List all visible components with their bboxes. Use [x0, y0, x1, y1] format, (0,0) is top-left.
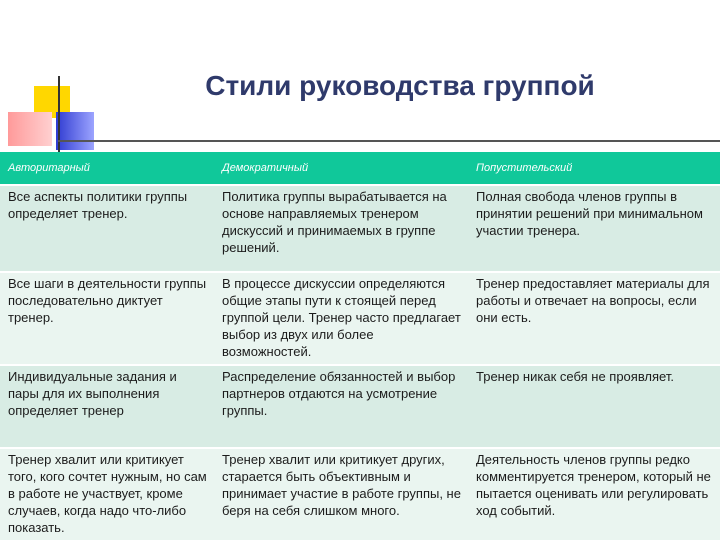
table-row	[0, 448, 720, 540]
decorative-blue-square	[56, 112, 94, 150]
decorative-horizontal-line	[58, 140, 720, 142]
table-cell: Тренер никак себя не проявляет.	[468, 365, 720, 448]
table-row	[0, 185, 720, 272]
table-cell: Тренер хвалит или критикует того, кого сочтет нужным, но сам в работе не участвует, кроме случаев, когда надо что-либо показать.	[0, 448, 214, 540]
slide-title: Стили руководства группой	[205, 70, 595, 101]
header-authoritarian: Авторитарный	[0, 152, 214, 185]
table-cell: Полная свобода членов группы в принятии решений при минимальном участии тренера.	[468, 185, 720, 272]
table-cell: Политика группы вырабатывается на основе направляемых тренером дискуссий и принимаемых в группе решений.	[214, 185, 468, 272]
table-cell: Тренер предоставляет материалы для работы и отвечает на вопросы, если они есть.	[468, 272, 720, 365]
header-democratic: Демократичный	[214, 152, 468, 185]
table-cell: Индивидуальные задания и пары для их выполнения определяет тренер	[0, 365, 214, 448]
table-row	[0, 272, 720, 365]
leadership-styles-table	[0, 152, 720, 540]
table-cell: В процессе дискуссии определяются общие этапы пути к стоящей перед группой цели. Тренер часто предлагает выбор из двух или более возможностей.	[214, 272, 468, 365]
table-cell: Все шаги в деятельности группы последовательно диктует тренер.	[0, 272, 214, 365]
table-cell: Все аспекты политики группы определяет тренер.	[0, 185, 214, 272]
decorative-pink-square	[8, 112, 52, 146]
table-cell: Деятельность членов группы редко комментируется тренером, который не пытается оценивать или регулировать ход событий.	[468, 448, 720, 540]
decorative-vertical-line	[58, 76, 60, 156]
header-permissive: Попустительский	[468, 152, 720, 185]
table-header-row	[0, 152, 720, 185]
table-cell: Распределение обязанностей и выбор партнеров отдаются на усмотрение группы.	[214, 365, 468, 448]
table-row	[0, 365, 720, 448]
table-cell: Тренер хвалит или критикует других, старается быть объективным и принимает участие в работе группы, не беря на себя слишком много.	[214, 448, 468, 540]
